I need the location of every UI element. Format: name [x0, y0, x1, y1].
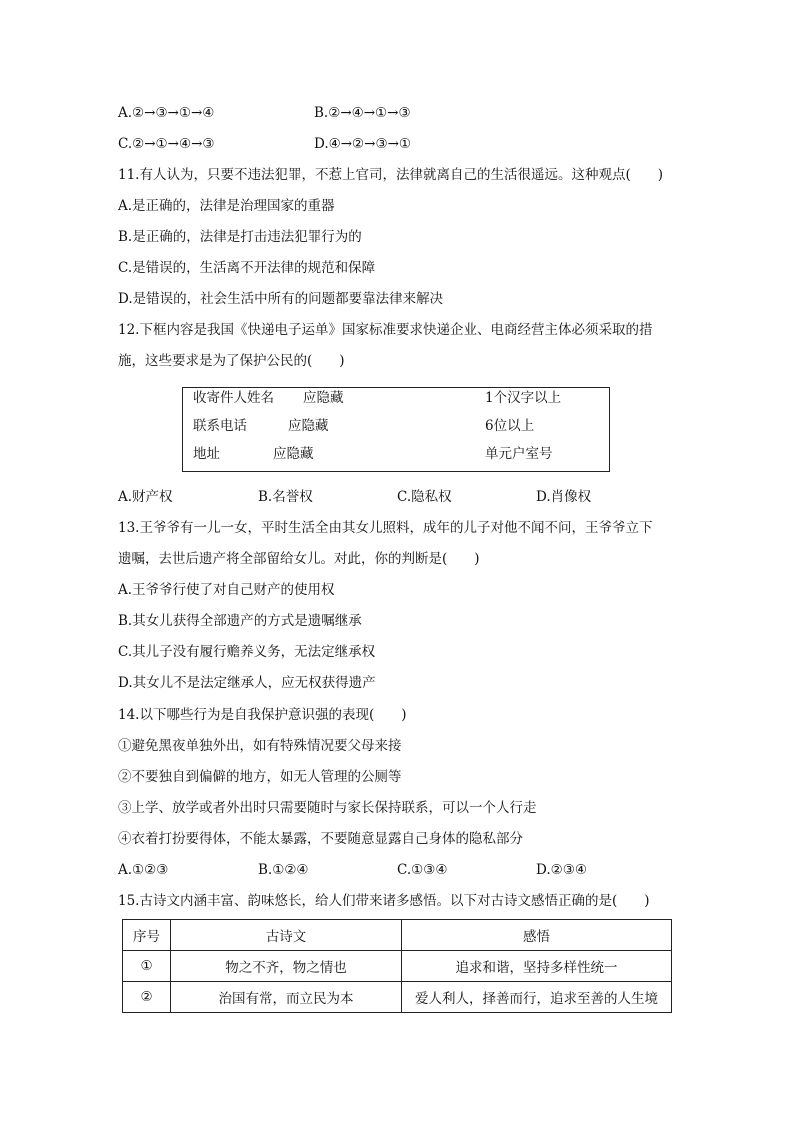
q11-option-a: A.是正确的，法律是治理国家的重器: [118, 198, 335, 214]
q13-stem-line2: 遗嘱，去世后遗产将全部留给女儿。对此，你的判断是( ): [118, 551, 480, 567]
box-action: 应隐藏: [288, 418, 329, 434]
box-action: 应隐藏: [273, 446, 314, 462]
table-header-insight: 感悟: [402, 920, 672, 951]
box-detail: 1个汉字以上: [485, 390, 562, 406]
q10-option-a: A.②→③→①→④: [118, 105, 215, 121]
table-cell-poem: 治国有常，而立民为本: [171, 982, 402, 1013]
q14-option-c: C.①③④: [397, 862, 448, 878]
q10-option-c: C.②→①→④→③: [118, 136, 215, 152]
q14-option-d: D.②③④: [536, 862, 587, 878]
q12-info-box: [182, 387, 610, 472]
q11-stem: 11.有人认为，只要不违法犯罪，不惹上官司，法律就离自己的生活很遥远。这种观点( ): [118, 167, 664, 183]
q14-option-a: A.①②③: [118, 862, 169, 878]
q14-statement-3: ③上学、放学或者外出时只需要随时与家长保持联系，可以一个人行走: [118, 800, 537, 816]
table-header-row: [123, 920, 672, 951]
q14-option-b: B.①②④: [258, 862, 309, 878]
q12-option-b: B.名誉权: [258, 489, 313, 505]
q13-option-b: B.其女儿获得全部遗产的方式是遗嘱继承: [118, 613, 362, 629]
table-cell-insight: 追求和谐，坚持多样性统一: [402, 951, 672, 982]
table-cell-number: ①: [123, 951, 171, 982]
box-detail: 单元户室号: [485, 446, 553, 462]
q12-stem-line1: 12.下框内容是我国《快递电子运单》国家标准要求快递企业、电商经营主体必须采取的措: [118, 322, 653, 338]
box-field: 收寄件人姓名: [193, 390, 274, 406]
q14-statement-2: ②不要独自到偏僻的地方，如无人管理的公厕等: [118, 769, 402, 785]
table-cell-insight: 爱人利人，择善而行，追求至善的人生境: [402, 982, 672, 1013]
box-action: 应隐藏: [303, 390, 344, 406]
box-field: 联系电话: [193, 418, 247, 434]
q14-statement-4: ④衣着打扮要得体，不能太暴露，不要随意显露自己身体的隐私部分: [118, 831, 523, 847]
table-header-number: 序号: [123, 920, 171, 951]
q12-option-d: D.肖像权: [536, 489, 592, 505]
table-row: [123, 982, 672, 1013]
q11-option-d: D.是错误的，社会生活中所有的问题都要靠法律来解决: [118, 291, 444, 307]
q15-table: [122, 919, 672, 1013]
q12-option-a: A.财产权: [118, 489, 173, 505]
q11-option-b: B.是正确的，法律是打击违法犯罪行为的: [118, 229, 362, 245]
q14-statement-1: ①避免黑夜单独外出，如有特殊情况要父母来接: [118, 738, 402, 754]
table-row: [123, 951, 672, 982]
q10-option-d: D.④→②→③→①: [314, 136, 411, 152]
table-cell-poem: 物之不齐，物之情也: [171, 951, 402, 982]
q10-option-b: B.②→④→①→③: [314, 105, 411, 121]
box-detail: 6位以上: [485, 418, 535, 434]
q12-stem-line2: 施，这些要求是为了保护公民的( ): [118, 353, 345, 369]
q13-option-c: C.其儿子没有履行赡养义务，无法定继承权: [118, 644, 376, 660]
table-header-poem: 古诗文: [171, 920, 402, 951]
q12-option-c: C.隐私权: [397, 489, 452, 505]
box-field: 地址: [193, 446, 220, 462]
q14-stem: 14.以下哪些行为是自我保护意识强的表现( ): [118, 707, 407, 723]
q13-stem-line1: 13.王爷爷有一儿一女，平时生活全由其女儿照料，成年的儿子对他不闻不问，王爷爷立下: [118, 520, 653, 536]
q15-stem: 15.古诗文内涵丰富、韵味悠长，给人们带来诸多感悟。以下对古诗文感悟正确的是( ): [118, 893, 650, 909]
q11-option-c: C.是错误的，生活离不开法律的规范和保障: [118, 260, 376, 276]
q13-option-a: A.王爷爷行使了对自己财产的使用权: [118, 582, 335, 598]
table-cell-number: ②: [123, 982, 171, 1013]
q13-option-d: D.其女儿不是法定继承人，应无权获得遗产: [118, 675, 376, 691]
